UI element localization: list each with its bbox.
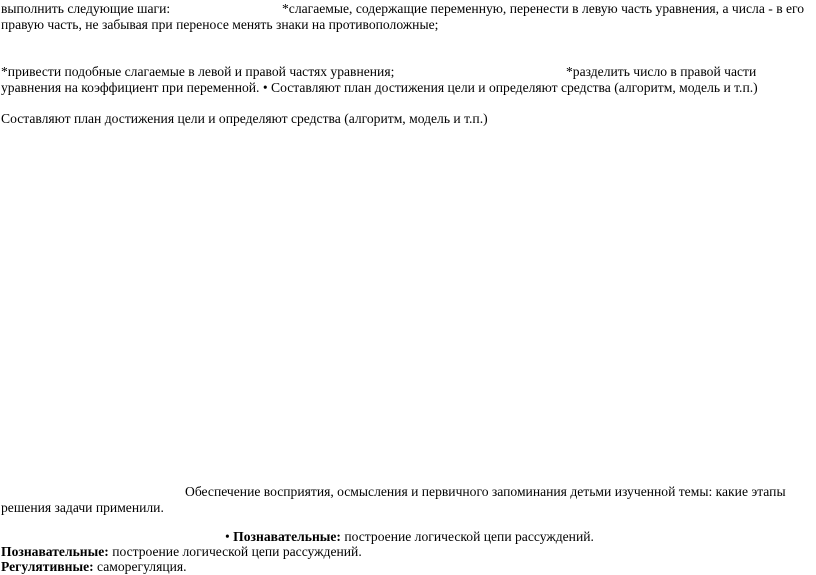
cognitive-line bbox=[1, 544, 362, 560]
cognitive-label: Познавательные: bbox=[1, 544, 109, 559]
cognitive-bullet-text: построение логической цепи рассуждений. bbox=[344, 529, 594, 544]
regulative-text: саморегуляция. bbox=[97, 559, 187, 574]
block3-line2: решения задачи применили. bbox=[1, 500, 164, 515]
block3-line1: Обеспечение восприятия, осмысления и первичного запоминания детьми изученной темы: какие этапы bbox=[185, 484, 786, 499]
block2-line1-left: *привести подобные слагаемые в левой и правой частях уравнения; bbox=[1, 64, 395, 79]
bullet-icon: • bbox=[262, 80, 268, 95]
bullet-icon: • bbox=[225, 529, 230, 544]
cognitive-bullet-label: Познавательные: bbox=[233, 529, 341, 544]
block2-line2-b: Составляют план достижения цели и определяют средства (алгоритм, модель и т.п.) bbox=[271, 80, 758, 95]
cognitive-bullet-line bbox=[225, 529, 594, 545]
cognitive-text: построение логической цепи рассуждений. bbox=[112, 544, 362, 559]
block1-line2: правую часть, не забывая при переносе менять знаки на противоположные; bbox=[1, 17, 439, 32]
plan-line: Составляют план достижения цели и определяют средства (алгоритм, модель и т.п.) bbox=[1, 111, 488, 126]
regulative-label: Регулятивные: bbox=[1, 559, 94, 574]
block2-line2-a: уравнения на коэффициент при переменной. bbox=[1, 80, 260, 95]
regulative-line bbox=[1, 559, 187, 575]
block1-line1-left: выполнить следующие шаги: bbox=[1, 1, 171, 16]
block2-line1-right: *разделить число в правой части bbox=[566, 64, 757, 79]
block1-line1-right: *слагаемые, содержащие переменную, перенести в левую часть уравнения, а числа - в его bbox=[282, 1, 805, 16]
block2-line2 bbox=[1, 80, 758, 96]
